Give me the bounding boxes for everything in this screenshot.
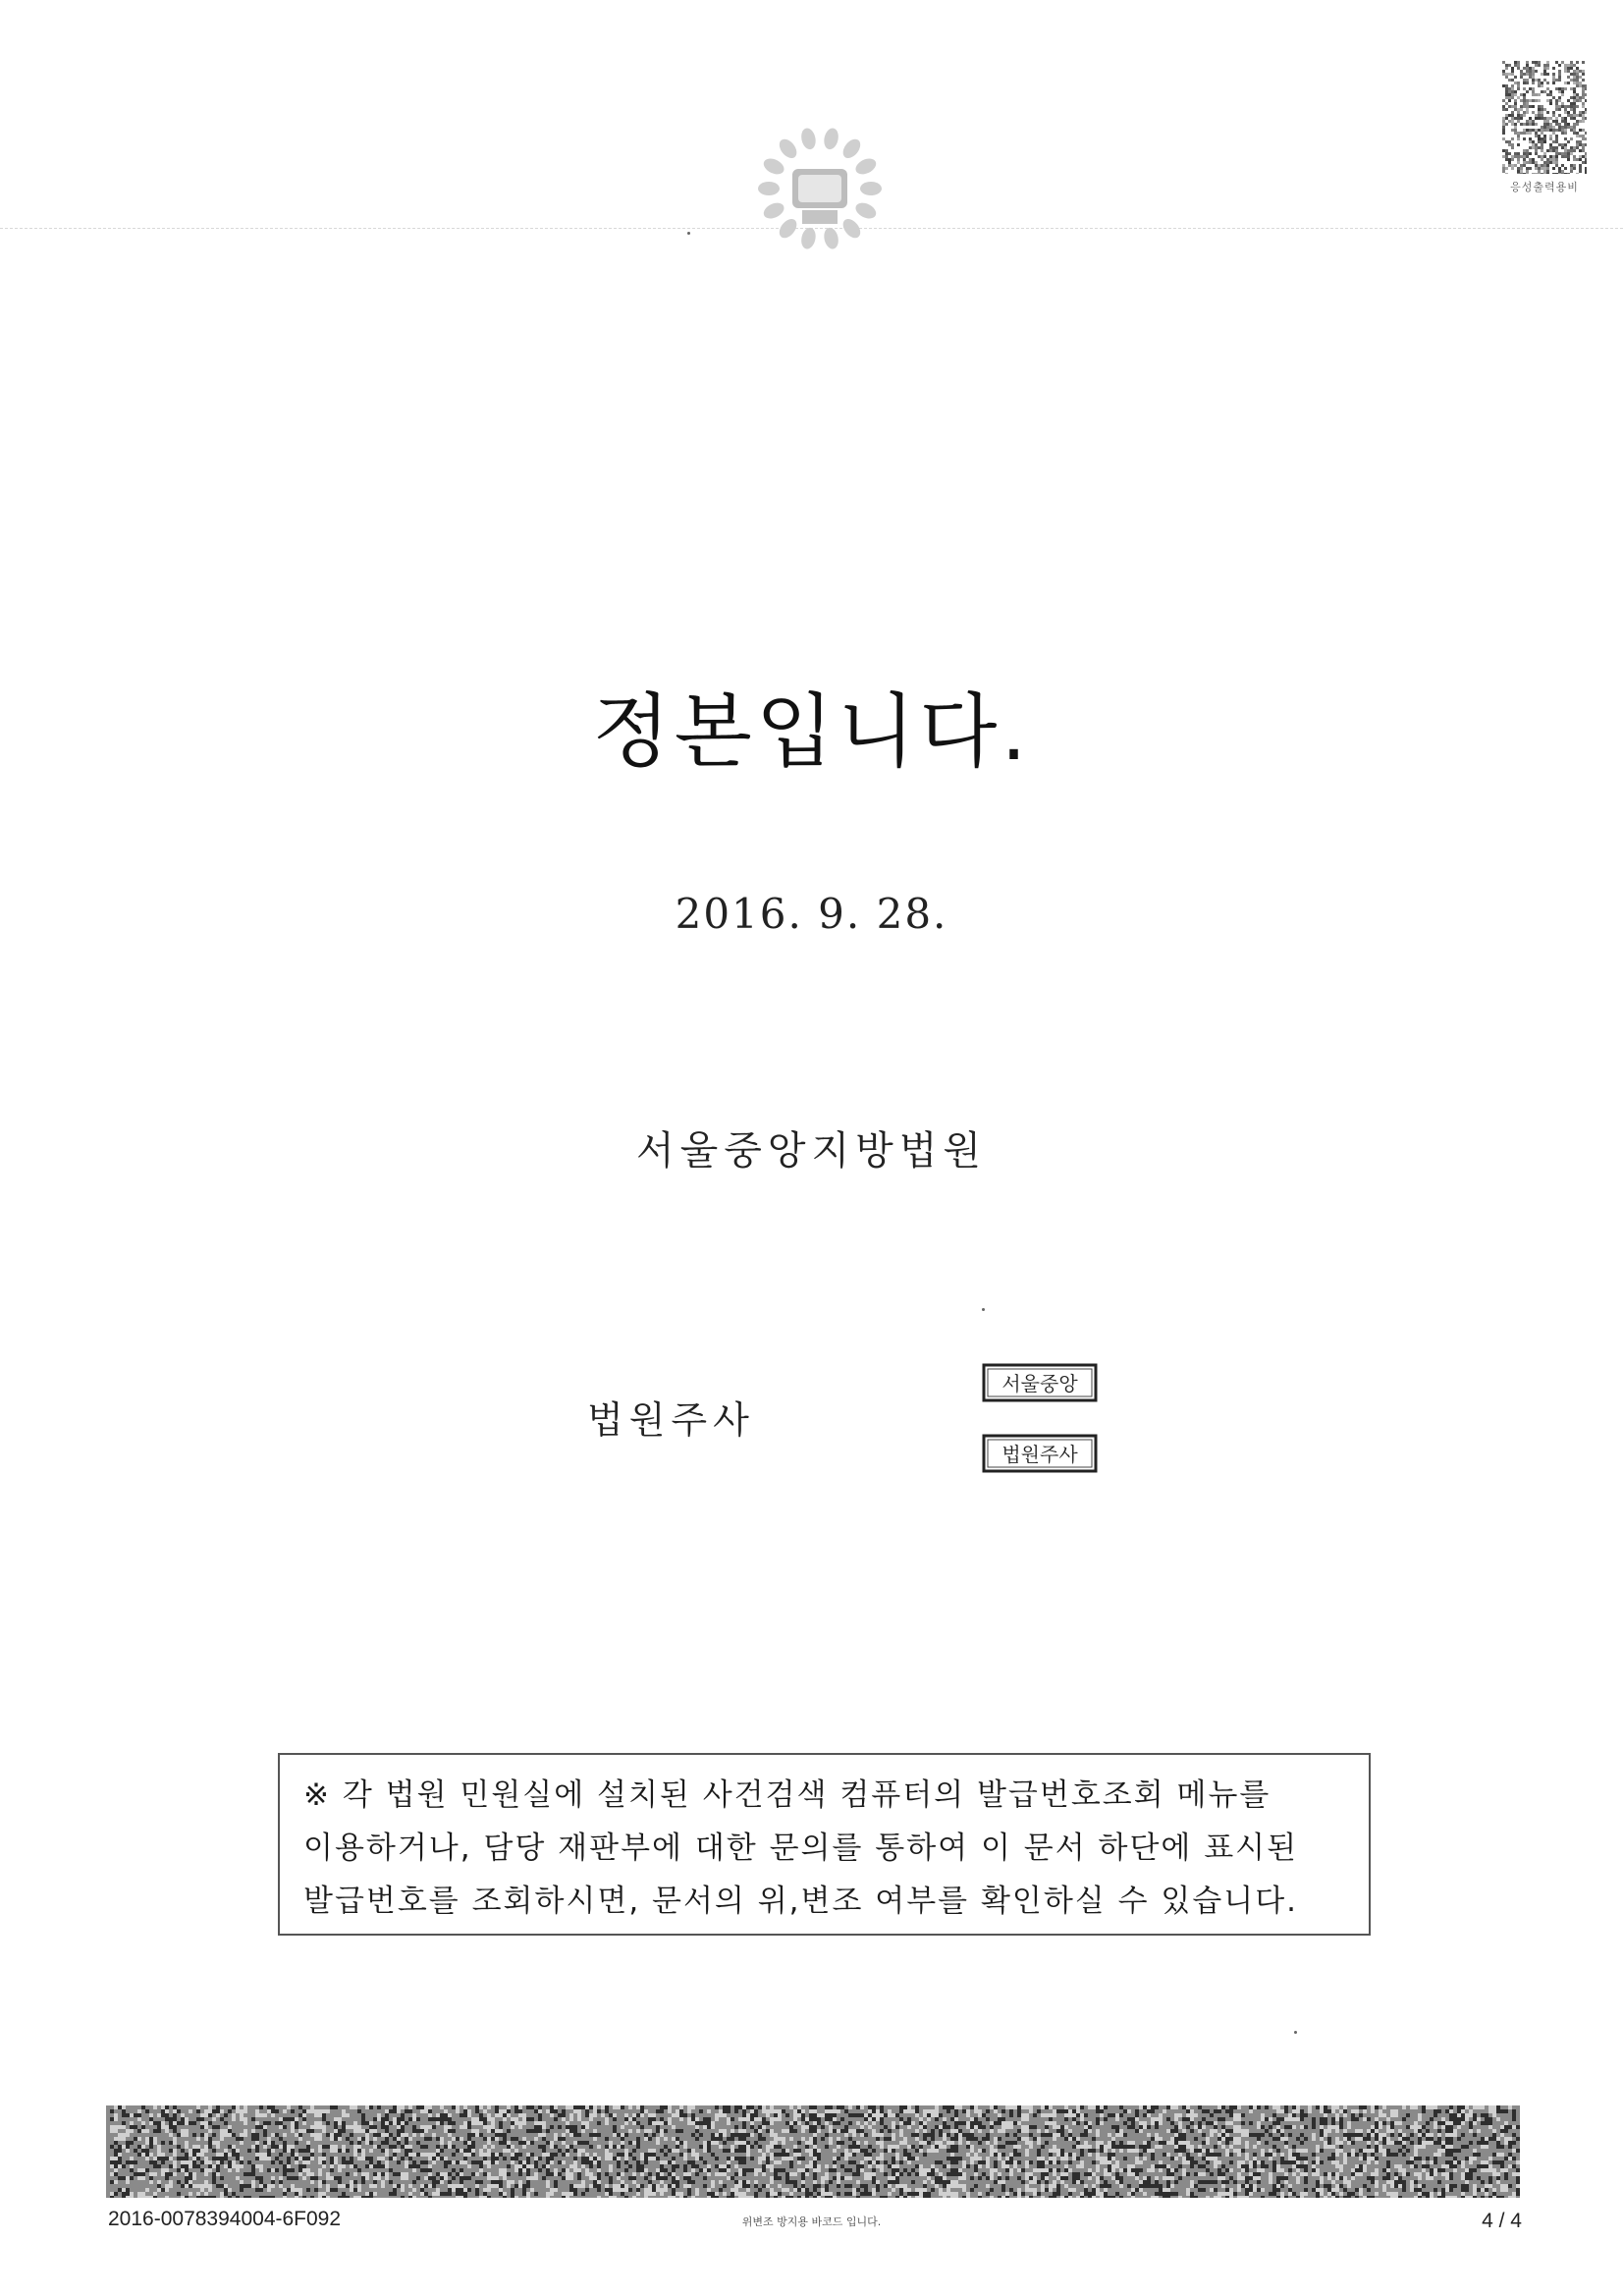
verification-code-caption: 응성출력용비: [1510, 181, 1579, 193]
barcode-note: 위변조 방지용 바코드 입니다.: [741, 2215, 882, 2228]
document-title: 정본입니다.: [592, 685, 1031, 779]
court-seal-stamp: [982, 1363, 1098, 1402]
notice-line: 발급번호를 조회하시면, 문서의 위,변조 여부를 확인하실 수 있습니다.: [303, 1884, 1299, 1919]
scan-speck: [982, 1308, 985, 1311]
notice-line: 이용하거나, 담당 재판부에 대한 문의를 통하여 이 문서 하단에 표시된: [303, 1831, 1299, 1866]
clerk-seal-text: 법원주사: [1001, 1443, 1078, 1466]
verification-notice-box: [278, 1753, 1371, 1936]
anti-forgery-barcode: [106, 2105, 1520, 2198]
clerk-seal-stamp: [982, 1434, 1098, 1473]
scan-speck: [1294, 2031, 1297, 2034]
issue-date: 2016. 9. 28.: [675, 890, 948, 938]
scan-speck: [687, 232, 690, 235]
court-emblem-icon: [751, 118, 889, 265]
court-seal-text: 서울중앙: [1001, 1372, 1078, 1395]
issue-number: 2016-0078394004-6F092: [108, 2208, 342, 2230]
notice-line: ※ 각 법원 민원실에 설치된 사건검색 컴퓨터의 발급번호조회 메뉴를: [303, 1777, 1271, 1813]
verification-code-icon: [1502, 61, 1587, 174]
clerk-title: 법원주사: [587, 1398, 755, 1442]
page-indicator: 4 / 4: [1482, 2210, 1522, 2232]
court-name: 서울중앙지방법원: [635, 1128, 988, 1174]
